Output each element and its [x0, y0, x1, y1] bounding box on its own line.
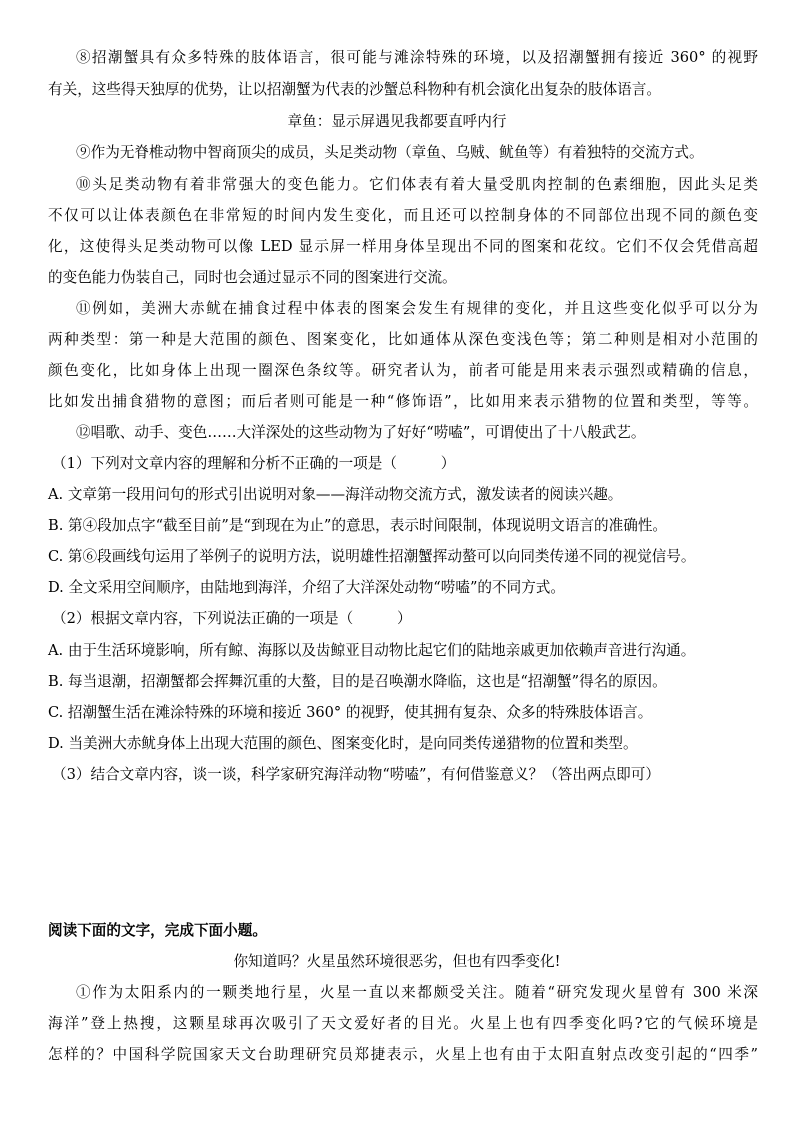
article-2-paragraph-1-line-2: 海洋”登上热搜，这颗星球再次吸引了天文爱好者的目光。火星上也有四季变化吗?它的气候环境是 [48, 1015, 758, 1032]
paragraph-11-line-3: 颜色变化，比如身体上出现一圈深色条纹等。研究者认为，前者可能是用来表示强烈或精确的信息， [48, 362, 758, 379]
question-1-option-a: A. 文章第一段用问句的形式引出说明对象——海洋动物交流方式，激发读者的阅读兴趣。 [48, 486, 623, 503]
article-2-paragraph-1-line-3: 怎样的？中国科学院国家天文台助理研究员郑捷表示，火星上也有由于太阳直射点改变引起的“四季” [48, 1046, 758, 1063]
reading-instruction: 阅读下面的文字，完成下面小题。 [48, 922, 267, 939]
paragraph-10-line-2: 不仅可以让体表颜色在非常短的时间内发生变化，而且还可以控制身体的不同部位出现不同的颜色变 [48, 207, 758, 224]
paragraph-9: ⑨作为无脊椎动物中智商顶尖的成员，头足类动物（章鱼、乌贼、鱿鱼等）有着独特的交流方式。 [76, 144, 704, 161]
article-2-paragraph-1-line-1: ①作为太阳系内的一颗类地行星，火星一直以来都颇受关注。随着“研究发现火星曾有 300 米深 [76, 984, 758, 1001]
question-2-option-b: B. 每当退潮，招潮蟹都会挥舞沉重的大螯，目的是召唤潮水降临，这也是“招潮蟹”得名的原因。 [48, 673, 667, 690]
question-2-option-c: C. 招潮蟹生活在滩涂特殊的环境和接近 360° 的视野，使其拥有复杂、众多的特殊肢体语言。 [48, 704, 653, 721]
question-1-stem: （1）下列对文章内容的理解和分析不正确的一项是（ ） [52, 455, 456, 472]
paragraph-10-line-1: ⑩头足类动物有着非常强大的变色能力。它们体表有着大量受肌肉控制的色素细胞，因此头足类 [76, 176, 758, 193]
question-1-option-d: D. 全文采用空间顺序，由陆地到海洋，介绍了大洋深处动物“唠嗑”的不同方式。 [48, 579, 565, 596]
section-subtitle-octopus: 章鱼：显示屏遇见我都要直呼内行 [287, 113, 507, 130]
question-3-stem: （3）结合文章内容，谈一谈，科学家研究海洋动物“唠嗑”，有何借鉴意义？（答出两点即可） [52, 766, 660, 783]
paragraph-11-line-2: 两种类型：第一种是大范围的颜色、图案变化，比如通体从深色变浅色等；第二种则是相对小范围的 [48, 331, 758, 348]
paragraph-12: ⑫唱歌、动手、变色……大洋深处的这些动物为了好好“唠嗑”，可谓使出了十八般武艺。 [76, 424, 646, 441]
paragraph-8-line-2: 有关，这些得天独厚的优势，让以招潮蟹为代表的沙蟹总科物种有机会演化出复杂的肢体语言。 [48, 81, 661, 98]
question-2-stem: （2）根据文章内容，下列说法正确的一项是（ ） [52, 610, 412, 627]
question-1-option-c: C. 第⑥段画线句运用了举例子的说明方法，说明雄性招潮蟹挥动螯可以向同类传递不同的视觉信号。 [48, 548, 696, 565]
paragraph-10-line-4: 的变色能力伪装自己，同时也会通过显示不同的图案进行交流。 [48, 269, 457, 286]
question-2-option-a: A. 由于生活环境影响，所有鲸、海豚以及齿鲸亚目动物比起它们的陆地亲戚更加依赖声音进行沟通。 [48, 642, 696, 659]
paragraph-8-line-1: ⑧招潮蟹具有众多特殊的肢体语言，很可能与滩涂特殊的环境，以及招潮蟹拥有接近 360° 的视野 [76, 49, 758, 66]
article-2-title: 你知道吗？火星虽然环境很恶劣，但也有四季变化! [233, 953, 561, 970]
paragraph-10-line-3: 化，这使得头足类动物可以像 LED 显示屏一样用身体呈现出不同的图案和花纹。它们不仅会凭借高超 [48, 238, 758, 255]
question-1-option-b: B. 第④段加点字“截至目前”是“到现在为止”的意思，表示时间限制，体现说明文语言的准确性。 [48, 517, 668, 534]
paragraph-11-line-4: 比如发出捕食猎物的意图；而后者则可能是一种“修饰语”，比如用来表示猎物的位置和类型，等等。 [48, 393, 758, 410]
question-2-option-d: D. 当美洲大赤鱿身体上出现大范围的颜色、图案变化时，是向同类传递猎物的位置和类型。 [48, 735, 638, 752]
paragraph-11-line-1: ⑪例如，美洲大赤鱿在捕食过程中体表的图案会发生有规律的变化，并且这些变化似乎可以分为 [76, 300, 758, 317]
